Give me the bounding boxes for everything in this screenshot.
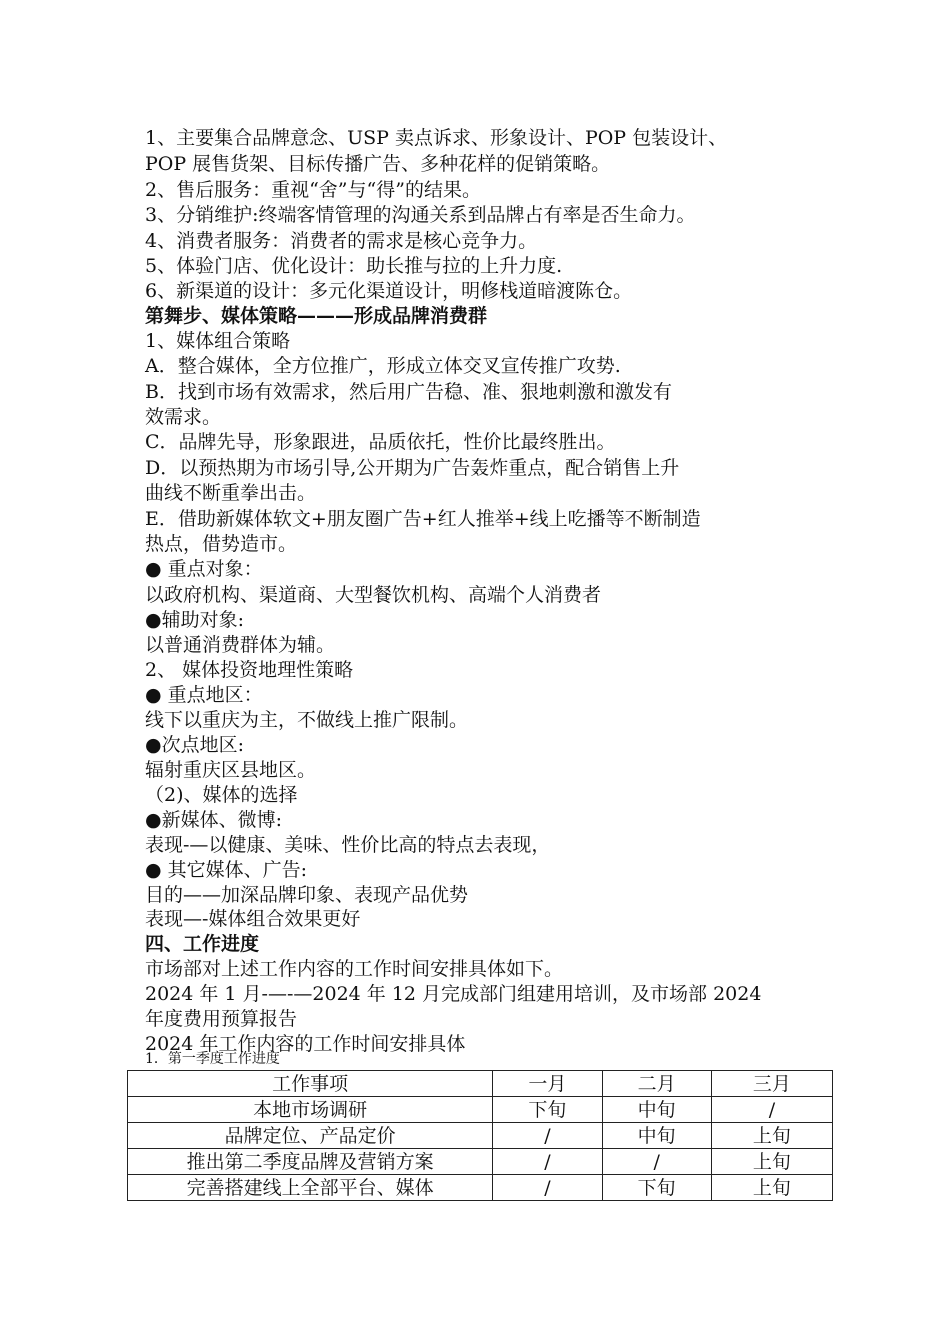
table-cell: 上旬 [711,1123,832,1149]
table-row [128,1175,833,1201]
table-cell: 本地市场调研 [128,1097,493,1123]
table-row [128,1149,833,1175]
text-line: 5、体验门店、优化设计：助长推与拉的上升力度. [145,255,563,277]
text-line: 表现-—以健康、美味、性价比高的特点去表现， [145,834,551,856]
text-line: 目的——加深品牌印象、表现产品优势 [145,884,469,906]
text-line: 年度费用预算报告 [145,1008,298,1030]
table-cell: / [711,1097,832,1123]
text-line: 2、 媒体投资地理性策略 [145,659,354,681]
text-line: 市场部对上述工作内容的工作时间安排具体如下。 [145,958,564,980]
bullet-line: ●辅助对象: [145,609,244,631]
text-line: C．品牌先导，形象跟进，品质依托，性价比最终胜出。 [145,431,616,453]
table-row [128,1097,833,1123]
bullet-line: ● 重点地区： [145,684,263,706]
table-cell: 中旬 [602,1097,711,1123]
text-line: 辐射重庆区县地区。 [145,759,317,781]
text-line: 以普通消费群体为辅。 [145,634,336,656]
table-cell: 完善搭建线上全部平台、媒体 [128,1175,493,1201]
bullet-line: ●新媒体、微博: [145,809,282,831]
text-line: 以政府机构、渠道商、大型餐饮机构、高端个人消费者 [145,584,602,606]
table-header-cell: 工作事项 [128,1071,493,1097]
table-cell: 推出第二季度品牌及营销方案 [128,1149,493,1175]
bullet-line: ●次点地区: [145,734,244,756]
table-cell: 品牌定位、产品定价 [128,1123,493,1149]
text-line: 2024 年工作内容的工作时间安排具体 [145,1033,466,1055]
bullet-line: ● 重点对象： [145,558,263,580]
text-line: 曲线不断重拳出击。 [145,482,317,504]
section-heading: 第舞步、媒体策略———形成品牌消费群 [145,305,488,327]
text-line: （2)、媒体的选择 [145,784,298,806]
table-row [128,1123,833,1149]
table-caption: 1．第一季度工作进度 [145,1051,280,1067]
table-cell: / [493,1149,602,1175]
section-heading: 四、工作进度 [145,933,260,955]
table-cell: 上旬 [711,1149,832,1175]
table-cell: 下旬 [493,1097,602,1123]
text-line: 效需求。 [145,406,222,428]
text-line: POP 展售货架、目标传播广告、多种花样的促销策略。 [145,153,611,175]
table-cell: 中旬 [602,1123,711,1149]
text-line: D．以预热期为市场引导,公开期为广告轰炸重点，配合销售上升 [145,457,680,479]
text-line: 3、分销维护:终端客情管理的沟通关系到品牌占有率是否生命力。 [145,204,696,226]
text-line: 2、售后服务：重视“舍”与“得”的结果。 [145,179,481,201]
table-cell: / [493,1175,602,1201]
text-line: 表现—-媒体组合效果更好 [145,908,361,930]
table-cell: / [602,1149,711,1175]
text-line: 2024 年 1 月-—-—2024 年 12 月完成部门组建用培训，及市场部 2024 [145,983,762,1005]
table-header-cell: 一月 [493,1071,602,1097]
text-line: A．整合媒体，全方位推广，形成立体交叉宣传推广攻势. [145,355,621,377]
table-header-cell: 二月 [602,1071,711,1097]
text-line: 热点，借势造市。 [145,533,298,555]
table-cell: 上旬 [711,1175,832,1201]
table-cell: 下旬 [602,1175,711,1201]
text-line: 4、消费者服务：消费者的需求是核心竞争力。 [145,230,538,252]
table-cell: / [493,1123,602,1149]
text-line: 6、新渠道的设计：多元化渠道设计，明修栈道暗渡陈仓。 [145,280,633,302]
table-header-cell: 三月 [711,1071,832,1097]
text-line: B．找到市场有效需求，然后用广告稳、准、狠地刺激和激发有 [145,381,672,403]
text-line: 线下以重庆为主，不做线上推广限制。 [145,709,469,731]
schedule-table [127,1070,833,1201]
text-line: 1、媒体组合策略 [145,330,291,352]
table-header-row [128,1071,833,1097]
text-line: 1、主要集合品牌意念、USP 卖点诉求、形象设计、POP 包装设计、 [145,127,728,149]
bullet-line: ● 其它媒体、广告: [145,859,308,881]
text-line: E．借助新媒体软文+朋友圈广告+红人推举+线上吃播等不断制造 [145,508,701,530]
